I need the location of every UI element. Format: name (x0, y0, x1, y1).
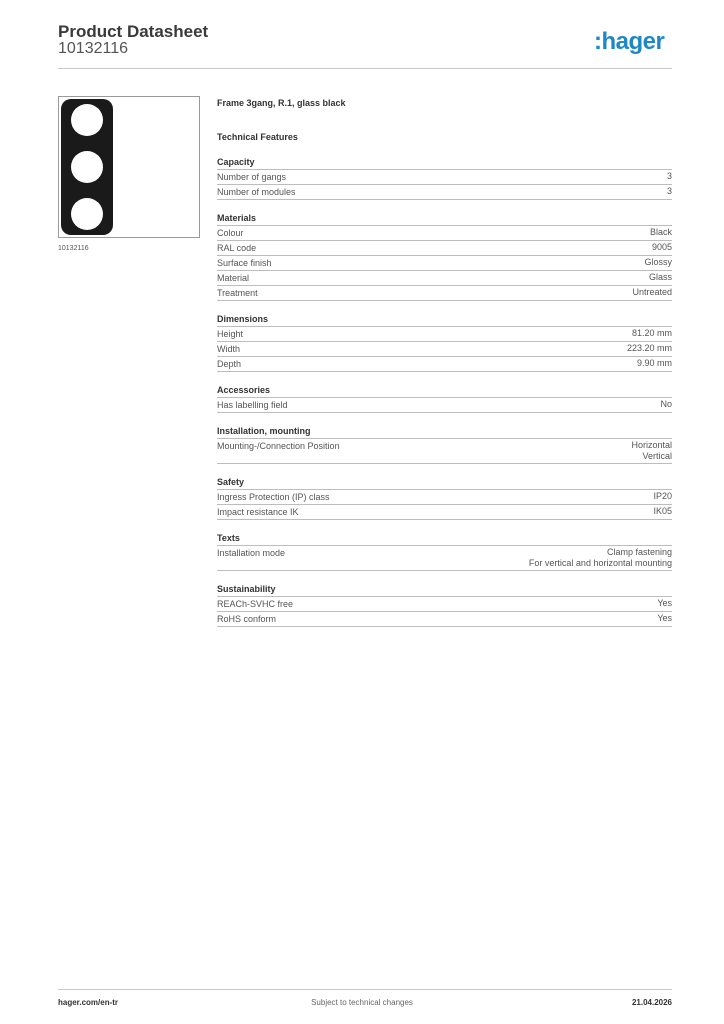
feature-row (217, 357, 672, 372)
product-image (58, 96, 200, 238)
section-title: Texts (217, 532, 672, 546)
feature-value-line: No (660, 399, 672, 409)
footer-divider (58, 989, 672, 990)
feature-value-line: IK05 (653, 506, 672, 516)
feature-value-line: For vertical and horizontal mounting (528, 558, 672, 568)
feature-section (217, 425, 672, 464)
feature-value-line: IP20 (653, 491, 672, 501)
feature-label: Mounting-/Connection Position (217, 441, 340, 451)
feature-row (217, 271, 672, 286)
hager-logo: :hager (594, 28, 665, 55)
feature-section (217, 212, 672, 301)
feature-label: Number of gangs (217, 172, 287, 182)
feature-label: Number of modules (217, 187, 296, 197)
feature-row (217, 286, 672, 301)
feature-value-line: Horizontal (631, 440, 672, 450)
feature-value-line: Black (649, 227, 672, 237)
feature-section (217, 583, 672, 627)
feature-value-line: 81.20 mm (631, 328, 672, 338)
feature-value-line: 3 (666, 171, 672, 181)
feature-label: RAL code (217, 243, 257, 253)
feature-value-line: Untreated (632, 287, 672, 297)
product-number: 10132116 (58, 40, 128, 57)
feature-label: Treatment (217, 288, 258, 298)
frame-3gang-image (59, 97, 199, 237)
feature-label: REACh-SVHC free (217, 599, 294, 609)
feature-row (217, 505, 672, 520)
footer-date: 21.04.2026 (631, 998, 672, 1007)
footer-notice: Subject to technical changes (311, 998, 413, 1007)
feature-value (644, 257, 672, 269)
section-title: Safety (217, 476, 672, 490)
feature-row (217, 327, 672, 342)
feature-label: RoHS conform (217, 614, 277, 624)
feature-value (529, 547, 672, 569)
section-title: Installation, mounting (217, 425, 672, 439)
feature-value (657, 598, 672, 610)
section-title: Materials (217, 212, 672, 226)
feature-label: Ingress Protection (IP) class (217, 492, 330, 502)
feature-row (217, 597, 672, 612)
feature-label: Installation mode (217, 548, 286, 558)
feature-section (217, 532, 672, 571)
feature-value (653, 506, 672, 518)
feature-row (217, 490, 672, 505)
feature-label: Has labelling field (217, 400, 288, 410)
feature-row (217, 612, 672, 627)
technical-content (217, 96, 672, 627)
feature-sections (217, 156, 672, 627)
feature-label: Width (217, 344, 241, 354)
feature-value-line: Vertical (642, 451, 672, 461)
feature-value (660, 399, 672, 411)
feature-label: Height (217, 329, 244, 339)
feature-value (632, 287, 672, 299)
feature-row (217, 241, 672, 256)
section-title: Dimensions (217, 313, 672, 327)
feature-label: Impact resistance IK (217, 507, 299, 517)
feature-row (217, 439, 672, 464)
feature-value-line: 9.90 mm (636, 358, 672, 368)
feature-value (667, 186, 672, 198)
header-divider (58, 68, 672, 69)
feature-section (217, 384, 672, 413)
feature-value-line: Yes (657, 613, 672, 623)
feature-value (657, 613, 672, 625)
feature-value-line: 223.20 mm (626, 343, 672, 353)
feature-section (217, 476, 672, 520)
feature-value (650, 227, 672, 239)
product-name: Frame 3gang, R.1, glass black (217, 98, 346, 108)
feature-value-line: 3 (666, 186, 672, 196)
footer-website: hager.com/en-tr (58, 998, 119, 1007)
page-title: Product Datasheet (58, 22, 209, 41)
feature-row (217, 546, 672, 571)
feature-row (217, 398, 672, 413)
feature-label: Colour (217, 228, 244, 238)
feature-value (653, 491, 672, 503)
feature-row (217, 226, 672, 241)
feature-value-line: Glass (648, 272, 672, 282)
feature-value-line: Clamp fastening (606, 547, 672, 557)
feature-section (217, 313, 672, 372)
feature-label: Depth (217, 359, 242, 369)
feature-row (217, 256, 672, 271)
feature-row (217, 170, 672, 185)
feature-value-line: Yes (657, 598, 672, 608)
feature-label: Material (217, 273, 250, 283)
section-title: Capacity (217, 156, 672, 170)
technical-features-title: Technical Features (217, 132, 298, 142)
feature-value (627, 343, 672, 355)
feature-value (632, 328, 672, 340)
feature-value-line: 9005 (651, 242, 672, 252)
feature-value (631, 440, 672, 462)
feature-value (649, 272, 672, 284)
feature-value-line: Glossy (644, 257, 672, 267)
section-title: Sustainability (217, 583, 672, 597)
feature-row (217, 342, 672, 357)
section-title: Accessories (217, 384, 672, 398)
feature-value (667, 171, 672, 183)
product-image-caption: 10132116 (58, 245, 89, 252)
feature-label: Surface finish (217, 258, 272, 268)
feature-value (652, 242, 672, 254)
feature-row (217, 185, 672, 200)
feature-value (637, 358, 672, 370)
feature-section (217, 156, 672, 200)
